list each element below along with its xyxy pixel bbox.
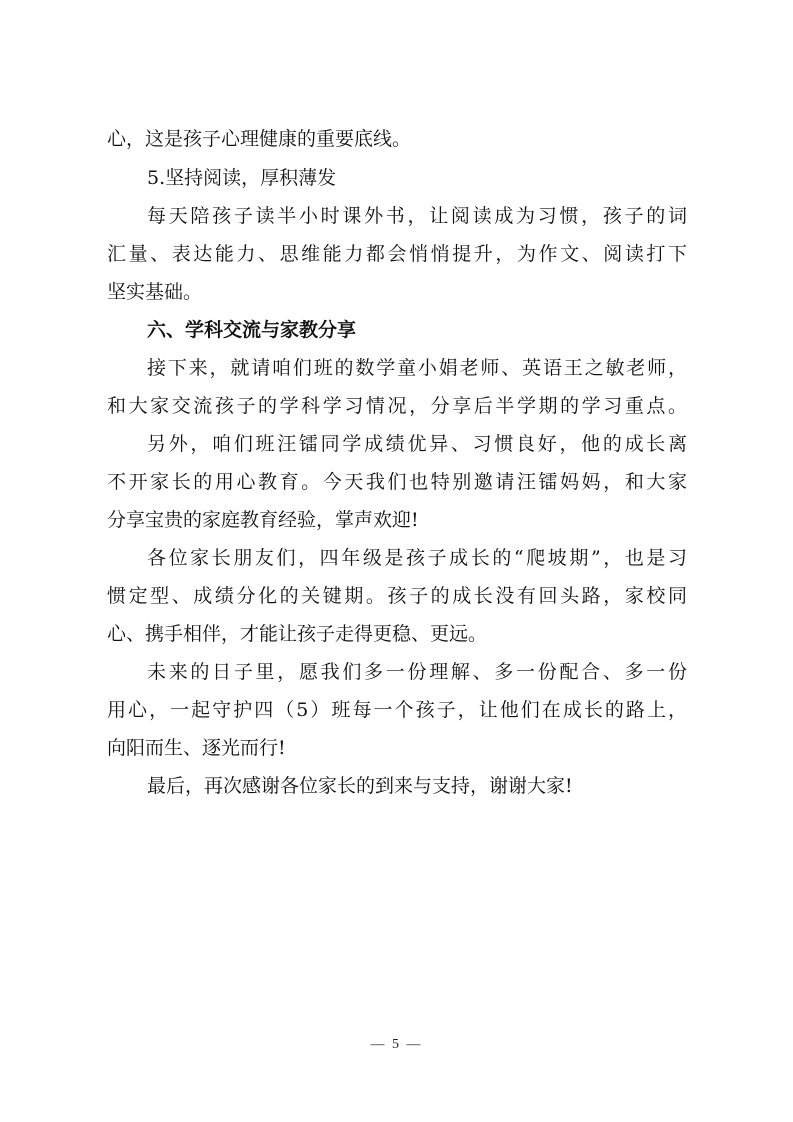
page-number: — 5 — (370, 1037, 423, 1052)
text-line: 最后，再次感谢各位家长的到来与支持，谢谢大家! (147, 775, 573, 797)
text-line: 向阳而生、逐光而行! (107, 737, 286, 759)
text-line: 用心，一起守护四（5）班每一个孩子，让他们在成长的路上， (107, 699, 687, 721)
subheading-reading: 5.坚持阅读，厚积薄发 (147, 167, 337, 189)
text-line: 各位家长朋友们，四年级是孩子成长的“爬坡期”，也是习 (147, 547, 687, 569)
text-line: 不开家长的用心教育。今天我们也特别邀请汪镭妈妈，和大家 (107, 471, 687, 493)
text-line: 接下来，就请咱们班的数学童小娟老师、英语王之敏老师， (147, 357, 687, 379)
text-line: 心，这是孩子心理健康的重要底线。 (107, 128, 412, 150)
text-line: 每天陪孩子读半小时课外书，让阅读成为习惯，孩子的词 (147, 205, 687, 227)
text-line: 惯定型、成绩分化的关键期。孩子的成长没有回头路，家校同 (107, 585, 687, 607)
text-line: 和大家交流孩子的学科学习情况，分享后半学期的学习重点。 (107, 395, 687, 417)
section-heading: 六、学科交流与家教分享 (147, 319, 357, 341)
text-line: 汇量、表达能力、思维能力都会悄悄提升，为作文、阅读打下 (107, 243, 687, 265)
text-line: 心、携手相伴，才能让孩子走得更稳、更远。 (107, 623, 488, 645)
text-line: 坚实基础。 (107, 281, 203, 303)
text-line: 未来的日子里，愿我们多一份理解、多一份配合、多一份 (147, 661, 687, 683)
text-line: 分享宝贵的家庭教育经验，掌声欢迎! (107, 509, 419, 531)
text-line: 另外，咱们班汪镭同学成绩优异、习惯良好，他的成长离 (147, 433, 687, 455)
